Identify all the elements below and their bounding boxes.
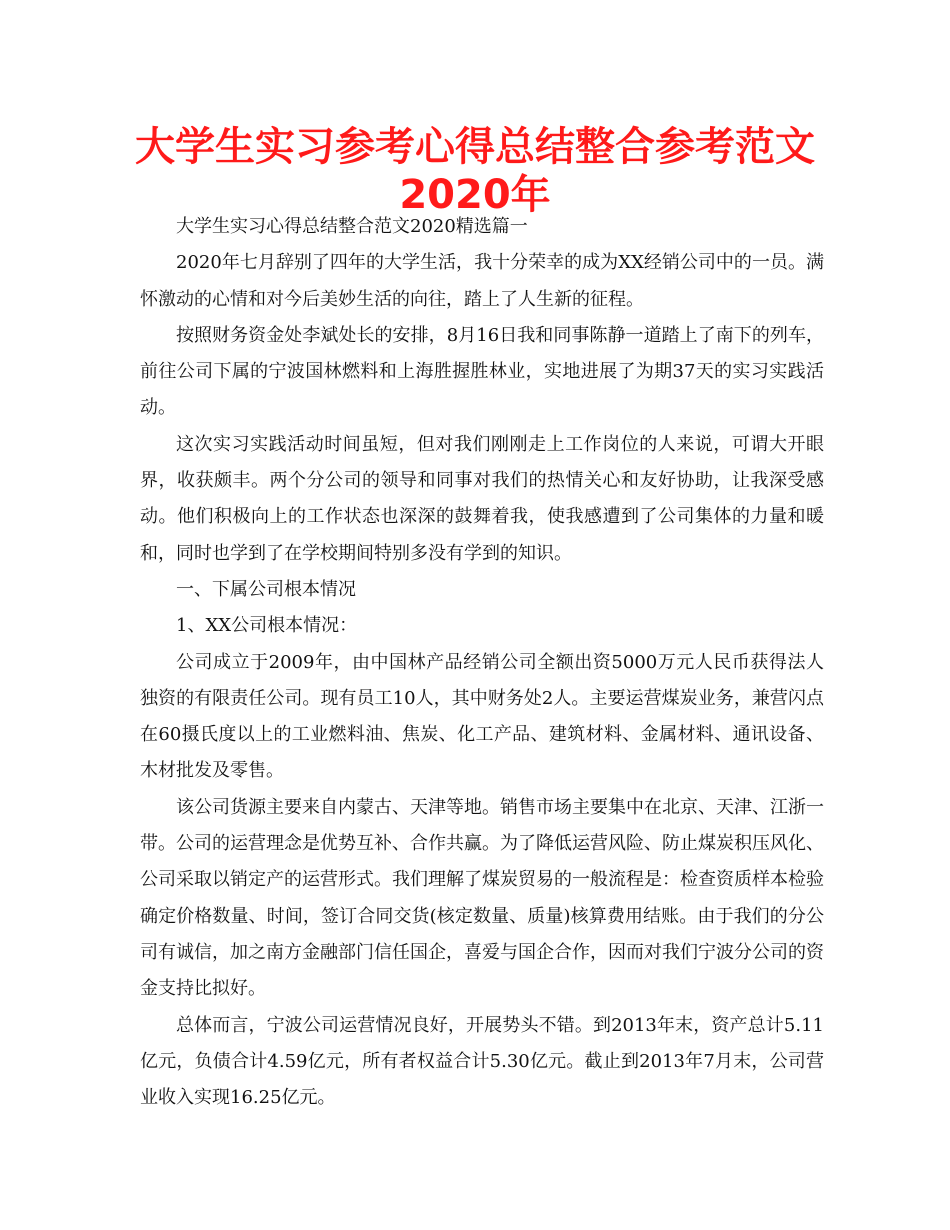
subsection-heading: 1、XX公司根本情况： bbox=[176, 615, 358, 637]
body-paragraph: 总体而言，宁波公司运营情况良好，开展势头不错。到2013年末，资产总计5.11亿元，负债合计4.59亿元，所有者权益合计5.30亿元。截止到2013年7月末，公司营业收入实现16.25亿元。 bbox=[140, 1014, 824, 1109]
document-body bbox=[140, 209, 824, 1116]
body-paragraph: 2020年七月辞别了四年的大学生活，我十分荣幸的成为XX经销公司中的一员。满怀激动的心情和对今后美妙生活的向往，踏上了人生新的征程。 bbox=[140, 252, 824, 310]
body-paragraph: 按照财务资金处李斌处长的安排，8月16日我和同事陈静一道踏上了南下的列车，前往公司下属的宁波国林燃料和上海胜握胜林业，实地进展了为期37天的实习实践活动。 bbox=[140, 324, 824, 419]
document-title-line1: 大学生实习参考心得总结整合参考范文 bbox=[135, 124, 815, 170]
body-paragraph: 这次实习实践活动时间虽短，但对我们刚刚走上工作岗位的人来说，可谓大开眼界，收获颇丰。两个分公司的领导和同事对我们的热情关心和友好协助，让我深受感动。他们积极向上的工作状态也深深的鼓舞着我，使我感遭到了公司集体的力量和暖和，同时也学到了在学校期间特别多没有学到的知识。 bbox=[140, 433, 824, 564]
document-title-line2: 2020年 bbox=[399, 172, 551, 218]
body-paragraph: 该公司货源主要来自内蒙古、天津等地。销售市场主要集中在北京、天津、江浙一带。公司的运营理念是优势互补、合作共赢。为了降低运营风险、防止煤炭积压风化、公司采取以销定产的运营形式。我们理解了煤炭贸易的一般流程是：检查资质样本检验确定价格数量、时间，签订合同交货(核定数量、质量)核算费用结账。由于我们的分公司有诚信，加之南方金融部门信任国企，喜爱与国企合作，因而对我们宁波分公司的资金支持比拟好。 bbox=[140, 796, 824, 1000]
body-paragraph: 公司成立于2009年，由中国林产品经销公司全额出资5000万元人民币获得法人独资的有限责任公司。现有员工10人，其中财务处2人。主要运营煤炭业务，兼营闪点在60摄氏度以上的工业燃料油、焦炭、化工产品、建筑材料、金属材料、通讯设备、木材批发及零售。 bbox=[140, 651, 824, 782]
section-heading: 一、下属公司根本情况 bbox=[176, 578, 356, 600]
section-heading: 大学生实习心得总结整合范文2020精选篇一 bbox=[176, 216, 528, 237]
